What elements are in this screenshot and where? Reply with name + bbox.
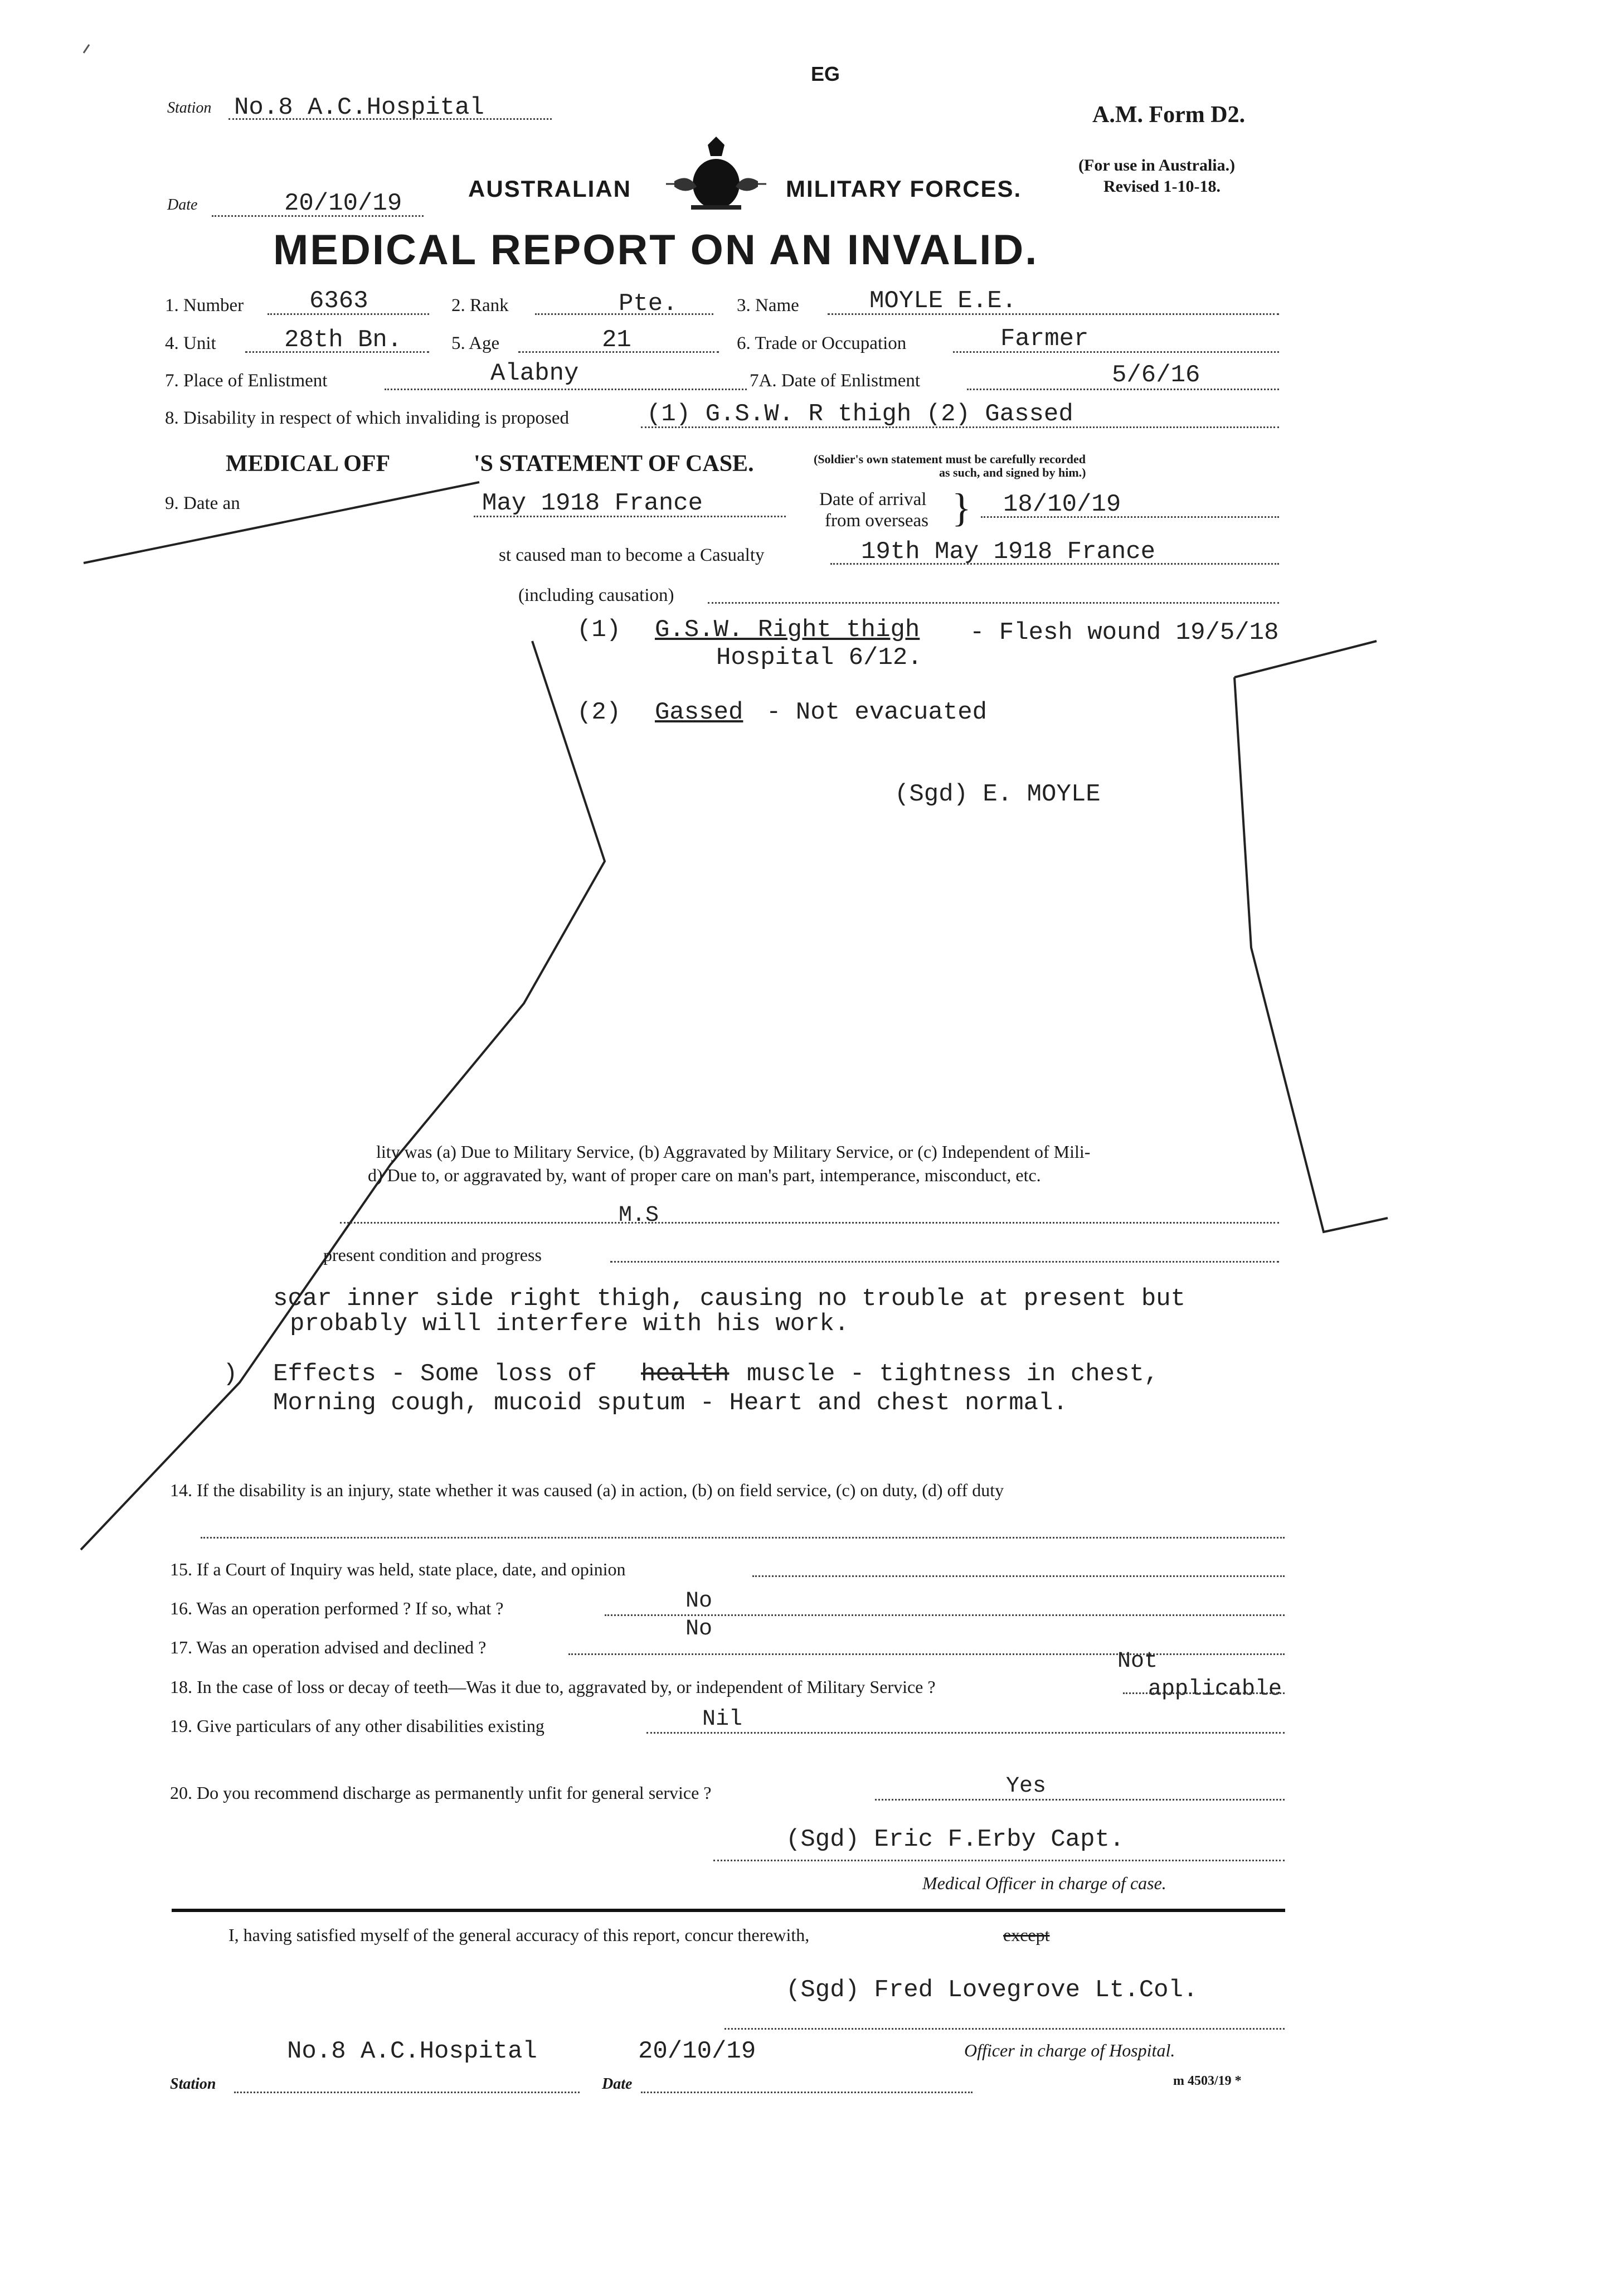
unit-line [245, 351, 429, 353]
q17-label: 17. Was an operation advised and declined ? [170, 1637, 487, 1657]
q15-line [752, 1575, 1285, 1577]
coat-of-arms-icon [663, 134, 769, 217]
soldier-signature: (Sgd) E. MOYLE [894, 780, 1101, 808]
q19-line [646, 1732, 1285, 1734]
effects-prefix: ) [223, 1360, 238, 1388]
enlist-place-line [385, 389, 747, 390]
arrival-label-1: Date of arrival [819, 489, 927, 510]
use-note: (For use in Australia.) [1078, 156, 1236, 174]
q19-value: Nil [702, 1707, 743, 1732]
disability-value: (1) G.S.W. R thigh (2) Gassed [646, 400, 1073, 428]
casualty-line [830, 563, 1279, 565]
unit-label: 4. Unit [165, 333, 216, 353]
age-label: 5. Age [451, 333, 500, 353]
arrival-label-2: from overseas [825, 511, 929, 531]
unit-value: 28th Bn. [284, 326, 402, 354]
arrival-brace: } [952, 486, 971, 530]
name-value: MOYLE E.E. [869, 287, 1017, 315]
date-value: 20/10/19 [284, 190, 402, 217]
rank-label: 2. Rank [451, 295, 509, 316]
q14-line [201, 1537, 1285, 1539]
date-label: Date [167, 196, 198, 214]
date-place-line [474, 516, 786, 517]
trade-line [953, 351, 1279, 353]
revised-note: Revised 1-10-18. [1103, 177, 1221, 196]
mo-signature: (Sgd) Eric F.Erby Capt. [786, 1826, 1125, 1854]
bottom-date-line [641, 2092, 973, 2093]
opinion-line-b: d) Due to, or aggravated by, want of proper care on man's part, intemperance, misconduct, etc. [368, 1165, 1041, 1185]
number-value: 6363 [309, 287, 368, 315]
mo-caption: Medical Officer in charge of case. [922, 1873, 1166, 1893]
causation-label: (including causation) [518, 585, 674, 605]
statement-heading-right: 'S STATEMENT OF CASE. [474, 451, 754, 477]
date-place-label: 9. Date an [165, 493, 240, 513]
concur-struck: except [1003, 1925, 1050, 1945]
disability-label: 8. Disability in respect of which invaliding is proposed [165, 408, 569, 428]
q17-line [568, 1653, 1285, 1655]
oc-caption: Officer in charge of Hospital. [964, 2040, 1175, 2060]
q15-label: 15. If a Court of Inquiry was held, state place, date, and opinion [170, 1559, 626, 1579]
q20-line [875, 1799, 1285, 1801]
disability-line [641, 426, 1279, 428]
enlist-place-label: 7. Place of Enlistment [165, 371, 328, 391]
bottom-station-label: Station [170, 2075, 216, 2093]
effects-struck: health [641, 1360, 730, 1388]
mo-signature-line [713, 1860, 1285, 1861]
trade-label: 6. Trade or Occupation [737, 333, 907, 353]
statement-note-2: as such, and signed by him.) [939, 465, 1086, 479]
q16-line [605, 1614, 1285, 1616]
q16-value: No [685, 1589, 713, 1614]
scar-line-1: scar inner side right thigh, causing no trouble at present but [273, 1285, 1186, 1313]
enlist-date-label: 7A. Date of Enlistment [750, 371, 921, 391]
stmt-line1-cont: Hospital 6/12. [716, 644, 922, 672]
present-label: present condition and progress [323, 1245, 542, 1265]
name-line [828, 313, 1279, 315]
statement-heading-left: MEDICAL OFF [226, 451, 391, 477]
bottom-date-label: Date [602, 2075, 633, 2093]
effects-line-1b: muscle - tightness in chest, [747, 1360, 1159, 1388]
corner-mark: EG [811, 62, 840, 85]
trade-value: Farmer [1000, 325, 1089, 353]
ms-value: M.S [619, 1203, 659, 1228]
q14-label: 14. If the disability is an injury, state whether it was caused (a) in action, (b) on field service, (c) on duty, (d) off duty [170, 1480, 1004, 1500]
stmt-line2-text: Gassed [655, 698, 743, 726]
print-ref: m 4503/19 * [1173, 2074, 1242, 2088]
org-left: AUSTRALIAN [468, 176, 631, 202]
bottom-station-value: No.8 A.C.Hospital [287, 2037, 537, 2065]
ms-line [340, 1222, 1279, 1224]
q18-line [1123, 1692, 1285, 1694]
q18-value-2: applicable [1148, 1677, 1282, 1702]
rank-line [535, 313, 713, 315]
arrival-line [981, 516, 1279, 518]
effects-line-2: Morning cough, mucoid sputum - Heart and chest normal. [273, 1389, 1068, 1417]
q16-label: 16. Was an operation performed ? If so, what ? [170, 1598, 504, 1618]
scar-line-2: probably will interfere with his work. [290, 1310, 849, 1338]
date-place-value: May 1918 France [482, 489, 703, 517]
station-value: No.8 A.C.Hospital [234, 94, 484, 122]
station-line [228, 118, 552, 120]
oc-signature-line [725, 2028, 1285, 2030]
date-line [212, 215, 424, 217]
casualty-label: st caused man to become a Casualty [499, 545, 765, 565]
bottom-date-value: 20/10/19 [638, 2037, 756, 2065]
stmt-line1-text: G.S.W. Right thigh [655, 616, 920, 644]
stmt-line1-num: (1) [577, 616, 621, 644]
age-value: 21 [602, 326, 631, 354]
arrival-value: 18/10/19 [1003, 491, 1121, 518]
q18-label: 18. In the case of loss or decay of teeth—Was it due to, aggravated by, or independent of Military Service ? [170, 1677, 936, 1697]
age-line [518, 351, 719, 353]
casualty-value: 19th May 1918 France [861, 538, 1156, 566]
q20-value: Yes [1006, 1774, 1047, 1799]
enlist-date-value: 5/6/16 [1112, 361, 1200, 389]
q20-label: 20. Do you recommend discharge as permanently unfit for general service ? [170, 1783, 712, 1803]
station-label: Station [167, 99, 212, 117]
present-line [610, 1261, 1279, 1263]
causation-line [708, 602, 1279, 604]
stmt-line2-rest: - Not evacuated [766, 698, 988, 726]
rank-value: Pte. [619, 290, 678, 318]
number-line [268, 313, 429, 315]
number-label: 1. Number [165, 295, 244, 316]
oc-signature: (Sgd) Fred Lovegrove Lt.Col. [786, 1976, 1198, 2004]
opinion-line-a: lity was (a) Due to Military Service, (b) Aggravated by Military Service, or (c) Independent of Mili- [376, 1142, 1091, 1162]
statement-note-1: (Soldier's own statement must be carefully recorded [814, 452, 1086, 466]
name-label: 3. Name [737, 295, 799, 316]
stmt-line2-num: (2) [577, 698, 621, 726]
enlist-place-value: Alabny [490, 360, 579, 387]
divider-rule [172, 1909, 1285, 1912]
org-right: MILITARY FORCES. [786, 176, 1022, 202]
bottom-station-line [234, 2092, 580, 2093]
q18-value-1: Not [1117, 1649, 1158, 1674]
form-id: A.M. Form D2. [1092, 102, 1246, 128]
page-title: MEDICAL REPORT ON AN INVALID. [273, 226, 1039, 274]
effects-line-1a: Effects - Some loss of [273, 1360, 597, 1388]
q17-value: No [685, 1617, 713, 1642]
enlist-date-line [967, 389, 1279, 390]
q19-label: 19. Give particulars of any other disabilities existing [170, 1716, 544, 1736]
stmt-line1-rest: - Flesh wound 19/5/18 [970, 619, 1279, 647]
concur-text: I, having satisfied myself of the general accuracy of this report, concur therewith, [228, 1925, 810, 1945]
